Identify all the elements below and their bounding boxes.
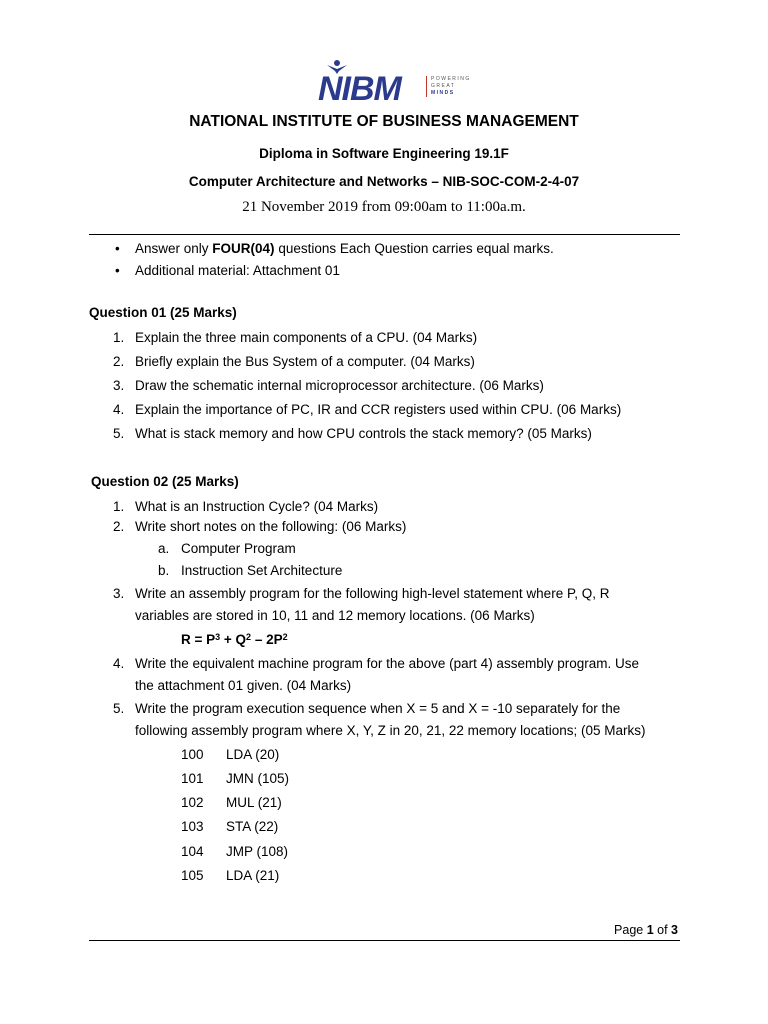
q2-item-2b-num: b.: [158, 563, 170, 578]
q2-item-1-num: 1.: [113, 499, 125, 514]
nibm-logo: [318, 60, 478, 106]
program-instr-102: MUL (21): [226, 795, 282, 810]
exam-date: 21 November 2019 from 09:00am to 11:00a.m.: [242, 199, 526, 215]
program-addr-105: 105: [181, 868, 204, 883]
formula-exp-3: 2: [282, 632, 288, 642]
q1-item-4-num: 4.: [113, 402, 125, 417]
q2-item-3-line2: variables are stored in 10, 11 and 12 memory locations. (06 Marks): [135, 608, 535, 623]
formula-plus-q: + Q: [220, 632, 247, 647]
institute-title: [0, 113, 768, 131]
program-addr-100: 100: [181, 747, 204, 762]
tagline-line-3: MINDS: [431, 90, 455, 96]
q2-item-4-num: 4.: [113, 656, 125, 671]
logo-tagline: [426, 76, 491, 97]
footer-divider: [89, 940, 680, 941]
q1-item-5-text: What is stack memory and how CPU controls the stack memory? (05 Marks): [135, 426, 592, 441]
q2-item-2b-text: Instruction Set Architecture: [181, 563, 343, 578]
course-title: Computer Architecture and Networks – NIB-SOC-COM-2-4-07: [188, 174, 580, 189]
diploma-title: Diploma in Software Engineering 19.1F: [259, 146, 509, 161]
page-total: 3: [671, 923, 678, 937]
q2-item-2-num: 2.: [113, 519, 125, 534]
page-current: 1: [646, 923, 654, 937]
instruction-2: • Additional material: Attachment 01: [135, 262, 340, 280]
formula-exp-1: 3: [215, 632, 221, 642]
q2-item-2-text: Write short notes on the following: (06 Marks): [135, 519, 407, 534]
q2-item-4-line1: Write the equivalent machine program for the above (part 4) assembly program. Use: [135, 656, 639, 671]
logo-brand: NIBM: [318, 70, 401, 108]
formula-minus-2p: – 2P: [251, 632, 283, 647]
q1-item-4-text: Explain the importance of PC, IR and CCR registers used within CPU. (06 Marks): [135, 402, 622, 417]
q1-item-2-text: Briefly explain the Bus System of a computer. (04 Marks): [135, 354, 475, 369]
q1-item-1-text: Explain the three main components of a CPU. (04 Marks): [135, 330, 478, 345]
instruction-1-rest: questions Each Question carries equal marks.: [274, 241, 554, 256]
q2-item-3-num: 3.: [113, 586, 125, 601]
instruction-1-emphasis: FOUR(04): [212, 241, 275, 256]
question-01-title: Question 01 (25 Marks): [89, 305, 237, 320]
page-number: [614, 921, 678, 939]
program-addr-101: 101: [181, 771, 204, 786]
program-addr-103: 103: [181, 819, 204, 834]
program-instr-100: LDA (20): [226, 747, 280, 762]
header-divider: [89, 234, 680, 235]
instruction-1-text: Answer only: [135, 241, 213, 256]
q2-item-3-line1: Write an assembly program for the following high-level statement where P, Q, R: [135, 586, 610, 601]
q2-item-5-line2: following assembly program where X, Y, Z in 20, 21, 22 memory locations; (05 Marks): [135, 723, 646, 738]
tagline-line-2: GREAT: [431, 83, 456, 89]
q2-item-2a-num: a.: [158, 541, 170, 556]
q1-item-1-num: 1.: [113, 330, 125, 345]
question-02-title: Question 02 (25 Marks): [91, 474, 239, 489]
formula-exp-2: 2: [246, 632, 252, 642]
q1-item-5-num: 5.: [113, 426, 125, 441]
formula-r: R = P: [181, 632, 216, 647]
q1-item-3-num: 3.: [113, 378, 125, 393]
program-instr-101: JMN (105): [226, 771, 290, 786]
instruction-1: [135, 240, 554, 258]
q2-item-4-line2: the attachment 01 given. (04 Marks): [135, 678, 352, 693]
q1-item-3-text: Draw the schematic internal microprocessor architecture. (06 Marks): [135, 378, 544, 393]
formula: [181, 631, 288, 649]
program-addr-102: 102: [181, 795, 204, 810]
tagline-line-1: POWERING: [431, 76, 471, 82]
q2-item-5-line1: Write the program execution sequence when X = 5 and X = -10 separately for the: [135, 701, 621, 716]
q1-item-2-num: 2.: [113, 354, 125, 369]
program-addr-104: 104: [181, 844, 204, 859]
program-instr-104: JMP (108): [226, 844, 289, 859]
page-of: of: [653, 923, 672, 937]
program-instr-105: LDA (21): [226, 868, 280, 883]
institute-heading: NATIONAL INSTITUTE OF BUSINESS MANAGEMENT: [189, 113, 579, 130]
q2-item-2a-text: Computer Program: [181, 541, 296, 556]
program-instr-103: STA (22): [226, 819, 279, 834]
page-label: Page: [614, 923, 647, 937]
q2-item-1-text: What is an Instruction Cycle? (04 Marks): [135, 499, 379, 514]
q2-item-5-num: 5.: [113, 701, 125, 716]
